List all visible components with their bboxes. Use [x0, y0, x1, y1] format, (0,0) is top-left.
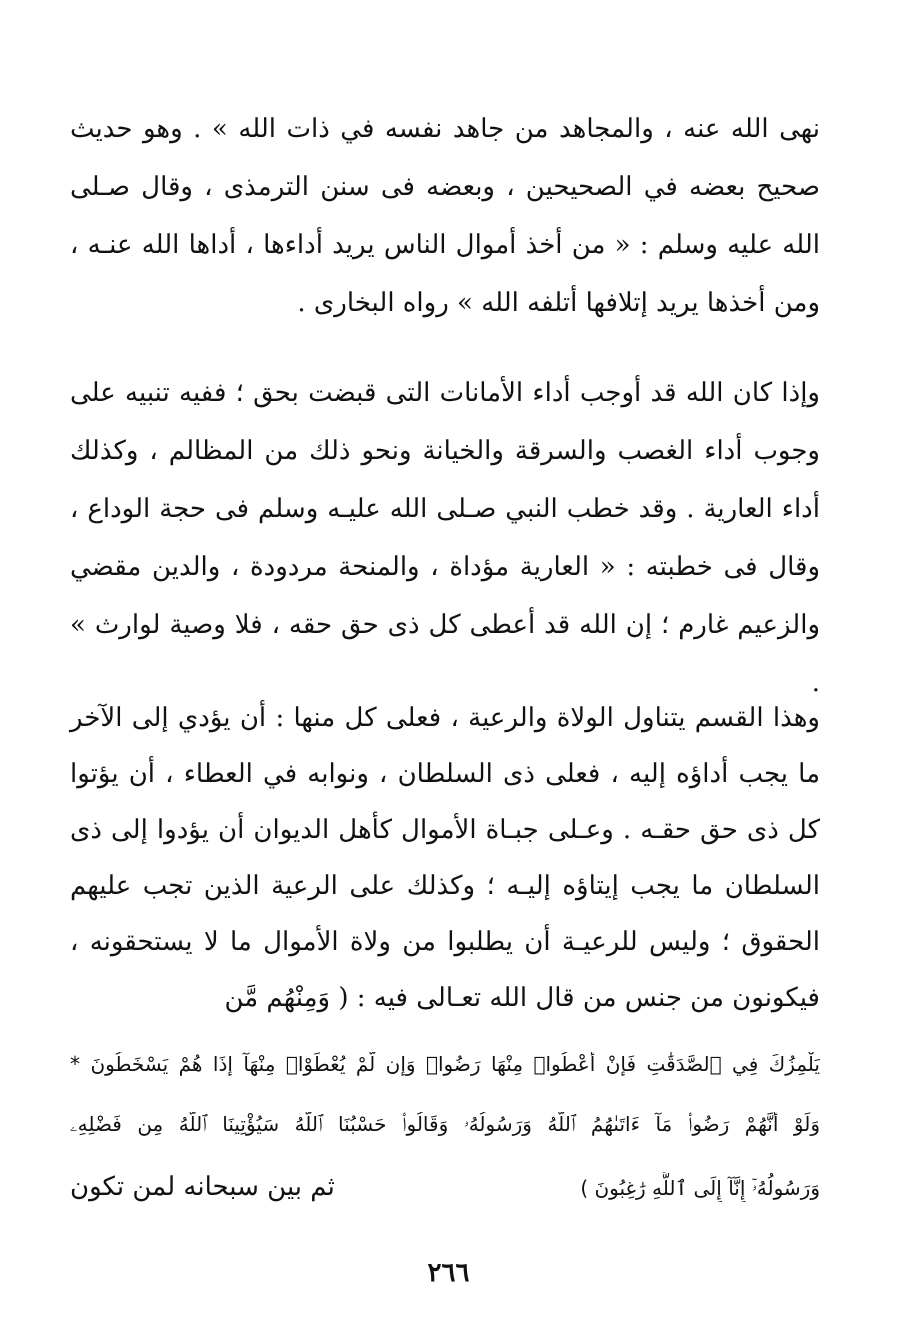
quran-verse-final-line	[70, 1172, 820, 1202]
paragraph-1: نهى الله عنه ، والمجاهد من جاهد نفسه في ذات الله » . وهو حديث صحيح بعضه في الصحيحين ، وبعضه فى سنن الترمذى ، وقال صـلى الله عليه وسلم : « من أخذ أموال الناس يريد أداءها ، أداها الله عنـه ، ومن أخذها يريد إتلافها أتلفه الله » رواه البخارى .	[70, 114, 820, 318]
continuation-text: ثم بين سبحانه لمن تكون	[70, 1172, 335, 1202]
quran-verse-end: وَرَسُولُهُۥٓ إِنَّآ إِلَى ٱللَّهِ رَٰغِبُونَ )	[580, 1176, 820, 1200]
paragraph-3: وهذا القسم يتناول الولاة والرعية ، فعلى كل منها : أن يؤدي إلى الآخر ما يجب أداؤه إليه ، فعلى ذى السلطان ، ونوابه في العطاء ، أن يؤتوا كل ذى حق حقـه . وعـلى جبـاة الأموال كأهل الديوان أن يؤدوا إلى ذى السلطان ما يجب إيتاؤه إليـه ؛ وكذلك على الرعية الذين تجب عليهم الحقوق ؛ وليس للرعيـة أن يطلبوا من ولاة الأموال ما لا يستحقونه ، فيكونون من جنس من قال الله تعـالى فيه : ( وَمِنْهُم مَّن	[70, 703, 821, 1013]
quran-verse-line: وَلَوْ أَنَّهُمْ رَضُوا۟ مَآ ءَاتَىٰهُمُ ٱللَّهُ وَرَسُولُهُۥ وَقَالُوا۟ حَسْبُنَا ٱللَّهُ سَيُؤْتِينَا ٱللَّهُ مِن فَضْلِهِۦ	[70, 1112, 820, 1136]
page-number: ٢٦٦	[427, 1258, 470, 1288]
paragraph-2: وإذا كان الله قد أوجب أداء الأمانات التى قبضت بحق ؛ ففيه تنبيه على وجوب أداء الغصب والسرقة والخيانة ونحو ذلك من المظالم ، وكذلك أداء العارية . وقد خطب النبي صـلى الله عليـه وسلم فى حجة الوداع ، وقال فى خطبته : « العارية مؤداة ، والمنحة مردودة ، والدين مقضي والزعيم غارم ؛ إن الله قد أعطى كل ذى حق حقه ، فلا وصية لوارث » .	[70, 378, 820, 698]
quran-verse-line: يَلْمِزُكَ فِي ٱلصَّدَقَٰتِ فَإِنْ أُعْطُوا۟ مِنْهَا رَضُوا۟ وَإِن لَّمْ يُعْطَوْا۟ مِنْهَآ إِذَا هُمْ يَسْخَطُونَ *	[70, 1052, 820, 1076]
